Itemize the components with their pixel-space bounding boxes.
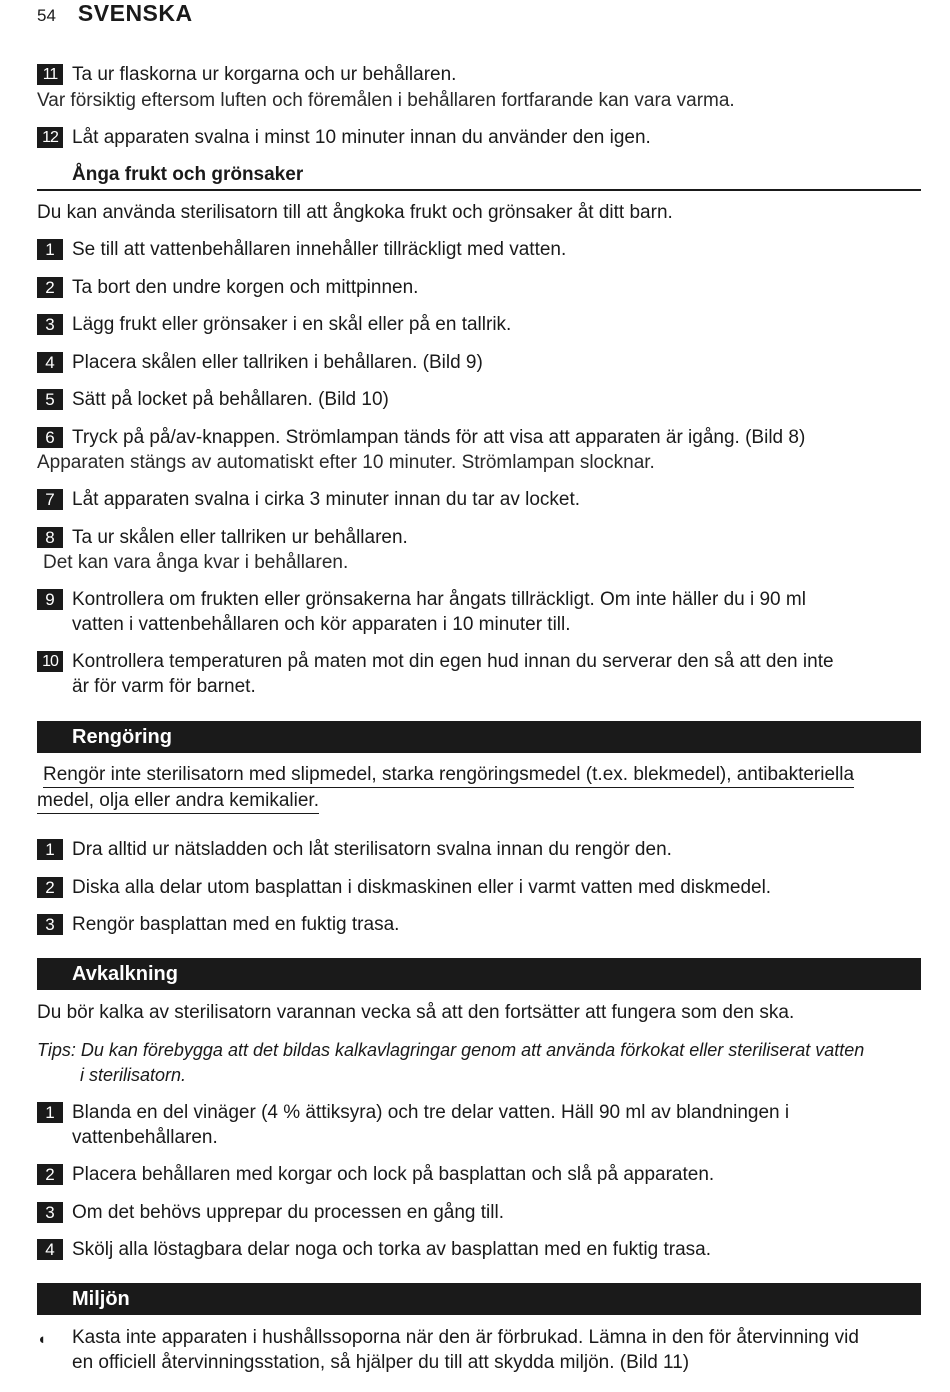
descaling-tip-line1: Tips: Du kan förebygga att det bildas kalkavlagringar genom att använda förkokat eller steriliserat vatten: [37, 1040, 865, 1060]
step-text: Lägg frukt eller grönsaker i en skål eller på en tallrik.: [72, 314, 512, 335]
step-number: 1: [37, 239, 63, 260]
steam-step-4: [37, 350, 921, 375]
steam-note-8: Det kan vara ånga kvar i behållaren.: [43, 552, 349, 573]
step-number: 2: [37, 277, 63, 298]
step-number: 3: [37, 914, 63, 935]
steam-step-8: [37, 525, 921, 550]
section-steam-title: Ånga frukt och grönsaker: [37, 162, 921, 191]
step-text-line: Blanda en del vinäger (4 % ättiksyra) och tre delar vatten. Häll 90 ml av blandningen i: [72, 1102, 790, 1123]
step-text: Diska alla delar utom basplattan i diskmaskinen eller i varmt vatten med diskmedel.: [72, 877, 772, 898]
page-number: 54: [37, 6, 56, 25]
language-title: SVENSKA: [77, 0, 193, 26]
descaling-tip-line2: i sterilisatorn.: [80, 1065, 187, 1085]
step-number: 1: [37, 1102, 63, 1123]
step-text: Låt apparaten svalna i minst 10 minuter innan du använder den igen.: [72, 127, 651, 148]
descaling-intro: Du bör kalka av sterilisatorn varannan vecka så att den fortsätter att fungera som den ska.: [37, 1002, 795, 1023]
step-text: Placera skålen eller tallriken i behållaren. (Bild 9): [72, 352, 483, 373]
step-number: 2: [37, 1164, 63, 1185]
cleaning-warning-line2: [37, 788, 921, 814]
step-number: 3: [37, 1202, 63, 1223]
descaling-step-4: [37, 1237, 921, 1262]
step-text: Ta bort den undre korgen och mittpinnen.: [72, 277, 419, 298]
step-text-line: vatten i vattenbehållaren och kör apparaten i 10 minuter till.: [72, 614, 571, 635]
steam-step-6: [37, 425, 921, 450]
top-note: Var försiktig eftersom luften och föremålen i behållaren fortfarande kan vara varma.: [37, 90, 735, 111]
bullet-text-line: en officiell återvinningsstation, så hjälper du till att skydda miljön. (Bild 11): [72, 1352, 690, 1373]
step-number: 4: [37, 352, 63, 373]
bullet-icon: ◖: [37, 1331, 47, 1348]
step-number: 6: [37, 427, 63, 448]
step-number: 1: [37, 839, 63, 860]
step-text: Om det behövs upprepar du processen en gång till.: [72, 1202, 504, 1223]
step-text-line: vattenbehållaren.: [72, 1127, 218, 1148]
step-number: 4: [37, 1239, 63, 1260]
step-text: Se till att vattenbehållaren innehåller tillräckligt med vatten.: [72, 239, 567, 260]
page-header: [37, 0, 193, 28]
cleaning-step-1: [37, 837, 921, 862]
steam-step-5: [37, 387, 921, 412]
step-11: [37, 62, 921, 87]
steam-step-2: [37, 275, 921, 300]
environment-bullet: [37, 1325, 921, 1375]
section-environment-title: Miljön: [37, 1283, 921, 1315]
step-text-line: är för varm för barnet.: [72, 676, 256, 697]
descaling-step-1: [37, 1100, 921, 1150]
step-text: Ta ur flaskorna ur korgarna och ur behållaren.: [72, 64, 457, 85]
step-text-line: Kontrollera om frukten eller grönsakerna har ångats tillräckligt. Om inte häller du i 90 ml: [72, 589, 806, 610]
warning-text: medel, olja eller andra kemikalier.: [37, 788, 319, 814]
bullet-text-line: Kasta inte apparaten i hushållssoporna när den är förbrukad. Lämna in den för återvinning vid: [72, 1327, 859, 1348]
step-text: Låt apparaten svalna i cirka 3 minuter innan du tar av locket.: [72, 489, 581, 510]
step-12: [37, 125, 921, 150]
cleaning-step-2: [37, 875, 921, 900]
steam-note-6: Apparaten stängs av automatiskt efter 10 minuter. Strömlampan slocknar.: [37, 452, 655, 473]
steam-step-1: [37, 237, 921, 262]
steam-step-10: [37, 649, 921, 699]
step-number: 5: [37, 389, 63, 410]
section-cleaning-title: Rengöring: [37, 721, 921, 753]
step-text: Ta ur skålen eller tallriken ur behållaren.: [72, 527, 408, 548]
step-number: 3: [37, 314, 63, 335]
steam-step-9: [37, 587, 921, 637]
step-text: Skölj alla löstagbara delar noga och torka av basplattan med en fuktig trasa.: [72, 1239, 711, 1260]
step-text: Sätt på locket på behållaren. (Bild 10): [72, 389, 389, 410]
step-number: 2: [37, 877, 63, 898]
step-number: 11: [37, 64, 63, 85]
step-text: Tryck på på/av-knappen. Strömlampan tänds för att visa att apparaten är igång. (Bild 8): [72, 427, 806, 448]
warning-text: Rengör inte sterilisatorn med slipmedel, starka rengöringsmedel (t.ex. blekmedel), antibakteriella: [43, 762, 854, 788]
step-number: 10: [37, 651, 63, 672]
cleaning-warning-line1: [37, 762, 921, 788]
steam-step-3: [37, 312, 921, 337]
step-text: Rengör basplattan med en fuktig trasa.: [72, 914, 400, 935]
step-number: 8: [37, 527, 63, 548]
step-number: 9: [37, 589, 63, 610]
step-text: Dra alltid ur nätsladden och låt sterilisatorn svalna innan du rengör den.: [72, 839, 672, 860]
section-descaling-title: Avkalkning: [37, 958, 921, 990]
step-text: Placera behållaren med korgar och lock på basplattan och slå på apparaten.: [72, 1164, 715, 1185]
descaling-step-2: [37, 1162, 921, 1187]
step-text-line: Kontrollera temperaturen på maten mot din egen hud innan du serverar den så att den inte: [72, 651, 834, 672]
steam-intro: Du kan använda sterilisatorn till att ångkoka frukt och grönsaker åt ditt barn.: [37, 202, 673, 223]
step-number: 7: [37, 489, 63, 510]
descaling-step-3: [37, 1200, 921, 1225]
cleaning-step-3: [37, 912, 921, 937]
step-number: 12: [37, 127, 63, 148]
steam-step-7: [37, 487, 921, 512]
